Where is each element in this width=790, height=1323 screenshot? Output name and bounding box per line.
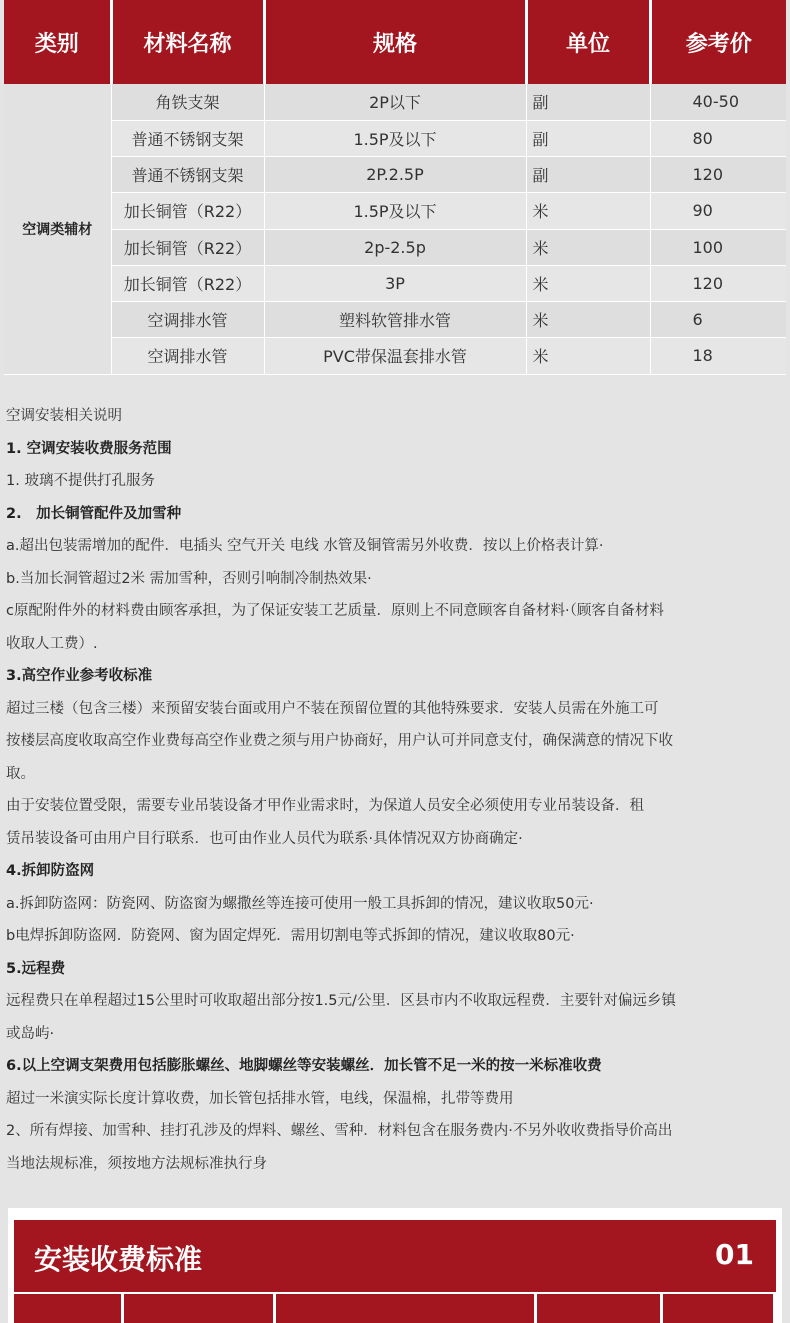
- header-unit: 单位: [526, 0, 650, 84]
- note-heading: 6.以上空调支架费用包括膨胀螺丝、地脚螺丝等安装螺丝．加长管不足一米的按一米标准收费: [6, 1058, 602, 1074]
- material-name-cell: 普通不锈钢支架: [111, 120, 264, 156]
- table-row: [4, 338, 786, 374]
- table-body: [4, 84, 786, 374]
- price-cell: 100: [650, 229, 786, 265]
- next-header-cell: [124, 1294, 273, 1323]
- table-row: [4, 302, 786, 338]
- header-price: 参考价: [650, 0, 786, 84]
- material-name-cell: 加长铜管（R22）: [111, 229, 264, 265]
- note-line: 1. 玻璃不提供打孔服务: [6, 473, 155, 489]
- unit-cell: 米: [526, 229, 650, 265]
- next-header-cell: [14, 1294, 121, 1323]
- price-cell: 18: [650, 338, 786, 374]
- spec-cell: 2P.2.5P: [264, 157, 526, 193]
- note-line: 或岛屿·: [6, 1025, 55, 1042]
- table-row: [4, 157, 786, 193]
- note-line: c原配附件外的材料费由顾客承担，为了保证安装工艺质量．原则上不同意顾客自备材料·（顾客自备材料: [6, 603, 664, 619]
- next-header-cell: [663, 1294, 773, 1323]
- material-name-cell: 普通不锈钢支架: [111, 157, 264, 193]
- price-cell: 120: [650, 265, 786, 301]
- unit-cell: 米: [526, 302, 650, 338]
- banner-next-table-header: [14, 1294, 776, 1323]
- note-line: a.超出包装需增加的配件．电插头 空气开关 电线 水管及铜管需另外收费．按以上价格表计算·: [6, 538, 604, 554]
- unit-cell: 米: [526, 193, 650, 229]
- spec-cell: 3P: [264, 265, 526, 301]
- note-line: 2、所有焊接、加雪种、挂打孔涉及的焊料、螺丝、雪种．材料包含在服务费内·不另外收收费指导价高出: [6, 1123, 673, 1139]
- spec-cell: PVC带保温套排水管: [264, 338, 526, 374]
- table-row: [4, 229, 786, 265]
- table-row: [4, 193, 786, 229]
- banner-title: 安装收费标准: [34, 1243, 203, 1276]
- material-name-cell: 空调排水管: [111, 338, 264, 374]
- note-line: 超过三楼（包含三楼）来预留安装台面或用户不装在预留位置的其他特殊要求．安装人员需在外施工可: [6, 700, 659, 717]
- material-name-cell: 角铁支架: [111, 84, 264, 120]
- note-line: 由于安装位置受限，需要专业吊装设备才甲作业需求时，为保道人员安全必须使用专业吊装设备．租: [6, 798, 644, 814]
- unit-cell: 副: [526, 157, 650, 193]
- header-spec: 规格: [264, 0, 526, 84]
- spec-cell: 2P以下: [264, 84, 526, 120]
- note-heading: 2. 加长铜管配件及加雪种: [6, 505, 182, 522]
- note-line: 当地法规标准，须按地方法规标准执行身: [6, 1155, 267, 1172]
- unit-cell: 副: [526, 120, 650, 156]
- note-line: b.当加长洞管超过2米 需加雪种，否则引响制冷制热效果·: [6, 570, 372, 587]
- note-line: 远程费只在单程超过15公里时可收取超出部分按1.5元/公里．区县市内不收取远程费．主要针对偏远乡镇: [6, 993, 676, 1009]
- spec-cell: 1.5P及以下: [264, 193, 526, 229]
- note-line: 收取人工费）.: [6, 635, 98, 652]
- unit-cell: 米: [526, 265, 650, 301]
- note-heading: 4.拆卸防盗网: [6, 863, 95, 879]
- unit-cell: 米: [526, 338, 650, 374]
- note-line: b电焊拆卸防盗网．防瓷网、窗为固定焊死．需用切割电等式拆卸的情况，建议收取80元·: [6, 928, 575, 944]
- installation-notes: [6, 400, 784, 1180]
- next-header-cell: [276, 1294, 534, 1323]
- price-cell: 6: [650, 302, 786, 338]
- table-row: [4, 120, 786, 156]
- price-cell: 90: [650, 193, 786, 229]
- material-name-cell: 空调排水管: [111, 302, 264, 338]
- banner-bar: [14, 1220, 776, 1292]
- spec-cell: 2p-2.5p: [264, 229, 526, 265]
- material-name-cell: 加长铜管（R22）: [111, 265, 264, 301]
- table-row: [4, 265, 786, 301]
- note-heading: 1. 空调安装收费服务范围: [6, 440, 172, 457]
- table-header-row: [4, 0, 786, 84]
- spec-cell: 1.5P及以下: [264, 120, 526, 156]
- spec-cell: 塑料软管排水管: [264, 302, 526, 338]
- banner-number: 01: [715, 1238, 754, 1271]
- category-cell: 空调类辅材: [4, 84, 111, 374]
- note-line: a.拆卸防盗网：防瓷网、防盗窗为螺撒丝等连接可使用一般工具拆卸的情况，建议收取50元·: [6, 895, 594, 912]
- header-material-name: 材料名称: [111, 0, 264, 84]
- note-line: 空调安装相关说明: [6, 408, 122, 424]
- install-fee-banner: [8, 1208, 782, 1323]
- price-cell: 40-50: [650, 84, 786, 120]
- material-name-cell: 加长铜管（R22）: [111, 193, 264, 229]
- note-line: 按楼层高度收取高空作业费每高空作业费之须与用户协商好，用户认可并同意支付，确保满意的情况下收: [6, 733, 673, 749]
- price-cell: 120: [650, 157, 786, 193]
- note-line: 赁吊装设备可由用户目行联系．也可由作业人员代为联系·具体情况双方协商确定·: [6, 830, 523, 847]
- price-table: [4, 0, 786, 375]
- price-cell: 80: [650, 120, 786, 156]
- note-heading: 5.远程费: [6, 960, 66, 977]
- note-line: 超过一米演实际长度计算收费，加长管包括排水管，电线，保温棉，扎带等费用: [6, 1090, 514, 1107]
- note-heading: 3.高空作业参考收标准: [6, 668, 153, 684]
- table-row: [4, 84, 786, 120]
- unit-cell: 副: [526, 84, 650, 120]
- next-header-cell: [537, 1294, 660, 1323]
- note-line: 取。: [6, 765, 35, 782]
- header-category: 类别: [4, 0, 111, 84]
